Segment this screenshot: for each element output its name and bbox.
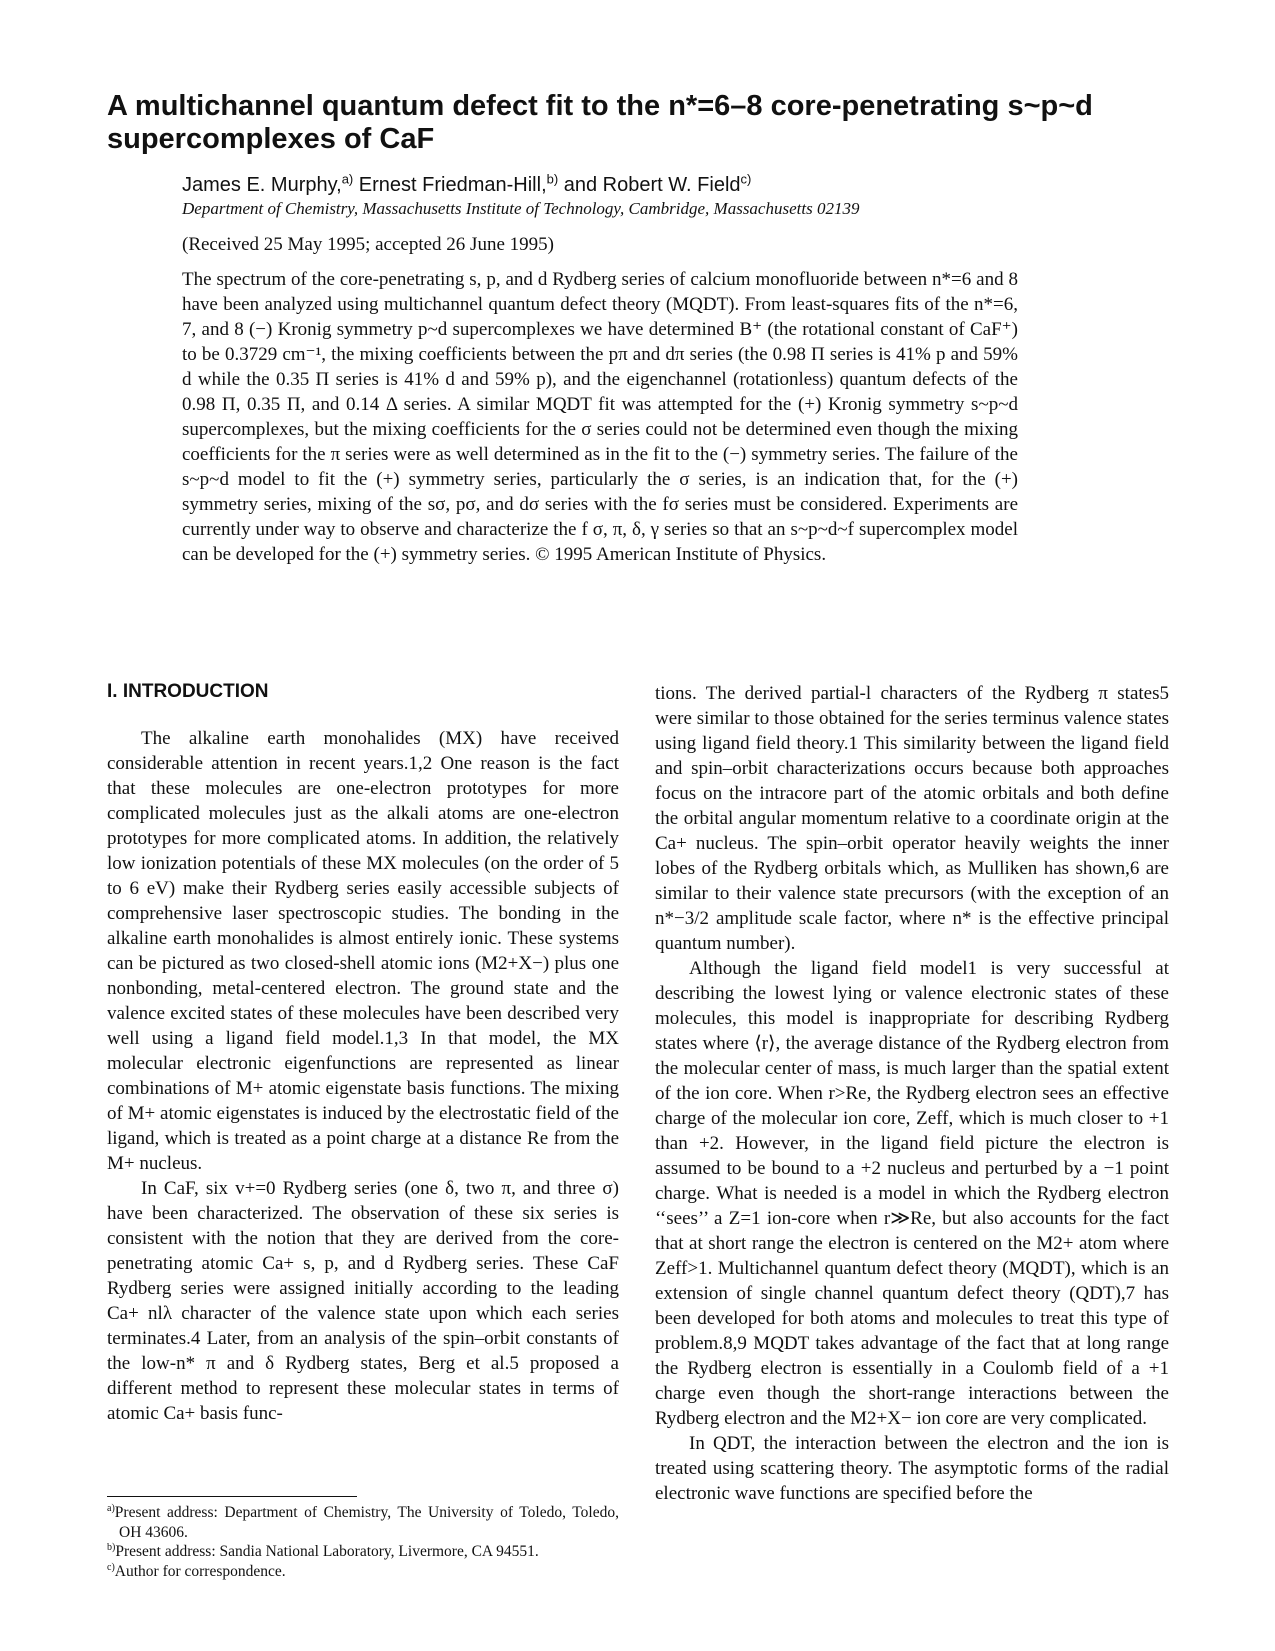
author-name: James E. Murphy, (182, 174, 342, 196)
right-column (655, 681, 1169, 1506)
author-name: Ernest Friedman-Hill, (353, 174, 547, 196)
affiliation: Department of Chemistry, Massachusetts Institute of Technology, Cambridge, Massachusetts 02139 (182, 199, 860, 218)
body-paragraph: tions. The derived partial-l characters of the Rydberg π states5 were similar to those obtained for the series terminus valence states using ligand field theory.1 This similarity between the ligand field and spin–orbit characterizations occurs because both approaches focus on the intracore part of the atomic orbitals and both define the orbital angular momentum relative to a coordinate origin at the Ca+ nucleus. The spin–orbit operator heavily weights the inner lobes of the Rydberg orbitals which, as Mulliken has shown,6 are similar to their valence state precursors (with the exception of an n*−3/2 amplitude scale factor, where n* is the effective principal quantum number). (655, 683, 1169, 954)
footnote-mark: c) (107, 1561, 115, 1573)
footnote-text: Present address: Sandia National Laboratory, Livermore, CA 94551. (115, 1543, 539, 1560)
body-paragraph: Although the ligand field model1 is very successful at describing the lowest lying or valence electronic states of these molecules, this model is inappropriate for describing Rydberg states where ⟨r⟩, the average distance of the Rydberg electron from the molecular center of mass, is much larger than the spatial extent of the ion core. When r>Re, the Rydberg electron sees an effective charge of the molecular ion core, Zeff, which is much closer to +1 than +2. However, in the ligand field picture the electron is assumed to be bound to a +2 nucleus and perturbed by a −1 point charge. What is needed is a model in which the Rydberg electron ‘‘sees’’ a Z=1 ion-core when r≫Re, but also accounts for the fact that at short range the electron is centered on the M2+ atom where Zeff>1. Multichannel quantum defect theory (MQDT), which is an extension of single channel quantum defect theory (QDT),7 has been developed for both atoms and molecules to treat this type of problem.8,9 MQDT takes advantage of the fact that at long range the Rydberg electron is essentially in a Coulomb field of a +1 charge even though the short-range interactions between the Rydberg electron and the M2+X− ion core are very complicated. (655, 958, 1169, 1429)
paper-title: A multichannel quantum defect fit to the n*=6–8 core-penetrating s~p~d supercomplexes of CaF (107, 90, 1093, 155)
footnote-mark: b) (107, 1541, 116, 1553)
author-footnote-mark: b) (546, 171, 559, 187)
body-paragraph: In CaF, six v+=0 Rydberg series (one δ, two π, and three σ) have been characterized. The observation of these six series is consistent with the notion that they are derived from the core-penetrating atomic Ca+ s, p, and d Rydberg series. These CaF Rydberg series were assigned initially according to the leading Ca+ nlλ character of the valence state upon which each series terminates.4 Later, from an analysis of the spin–orbit constants of the low-n* π and δ Rydberg states, Berg et al.5 proposed a different method to represent these molecular states in terms of atomic Ca+ basis func- (107, 1178, 619, 1424)
footnote (107, 1503, 619, 1542)
body-paragraph: In QDT, the interaction between the electron and the ion is treated using scattering theory. The asymptotic forms of the radial electronic wave functions are specified before the (655, 1433, 1169, 1504)
footnote (107, 1542, 619, 1562)
abstract: The spectrum of the core-penetrating s, p, and d Rydberg series of calcium monofluoride between n*=6 and 8 have been analyzed using multichannel quantum defect theory (MQDT). From least-squares fits of the n*=6, 7, and 8 (−) Kronig symmetry p~d supercomplexes we have determined B⁺ (the rotational constant of CaF⁺) to be 0.3729 cm⁻¹, the mixing coefficients between the pπ and dπ series (the 0.98 Π series is 41% p and 59% d while the 0.35 Π series is 41% d and 59% p), and the eigenchannel (rotationless) quantum defects of the 0.98 Π, 0.35 Π, and 0.14 Δ series. A similar MQDT fit was attempted for the (+) Kronig symmetry s~p~d supercomplexes, but the mixing coefficients for the σ series could not be determined even though the mixing coefficients for the π series were as well determined as in the fit to the (−) symmetry series. The failure of the s~p~d model to fit the (+) symmetry series, particularly the σ series, is an indication that, for the (+) symmetry series, mixing of the sσ, pσ, and dσ series with the fσ series must be considered. Experiments are currently under way to observe and characterize the f σ, π, δ, γ series so that an s~p~d~f supercomplex model can be developed for the (+) symmetry series. © 1995 American Institute of Physics. (182, 269, 1018, 565)
body-paragraph: The alkaline earth monohalides (MX) have received considerable attention in recent years.1,2 One reason is the fact that these molecules are one-electron prototypes for more complicated molecules just as the alkali atoms are one-electron prototypes for more complicated atoms. In addition, the relatively low ionization potentials of these MX molecules (on the order of 5 to 6 eV) make their Rydberg series easily accessible subjects of comprehensive laser spectroscopic studies. The bonding in the alkaline earth monohalides is almost entirely ionic. These systems can be pictured as two closed-shell atomic ions (M2+X−) plus one nonbonding, metal-centered electron. The ground state and the valence excited states of these molecules have been described very well using a ligand field model.1,3 In that model, the MX molecular electronic eigenfunctions are represented as linear combinations of M+ atomic eigenstate basis functions. The mixing of M+ atomic eigenstates is induced by the electrostatic field of the ligand, which is treated as a point charge at a distance Re from the M+ nucleus. (107, 728, 619, 1174)
footnotes (107, 1503, 619, 1581)
author-name: and Robert W. Field (558, 174, 741, 196)
author-footnote-mark: c) (740, 171, 752, 187)
footnote-mark: a) (107, 1502, 115, 1514)
author-list (182, 173, 1082, 197)
footnote-rule (107, 1496, 357, 1497)
section-heading: I. INTRODUCTION (107, 681, 269, 702)
left-column (107, 726, 619, 1426)
footnote (107, 1562, 619, 1582)
footnote-text: Author for correspondence. (114, 1562, 286, 1580)
author-footnote-mark: a) (341, 171, 354, 187)
footnote-text: Present address: Department of Chemistry, The University of Toledo, Toledo, OH 43606. (114, 1504, 619, 1541)
received-dates: (Received 25 May 1995; accepted 26 June 1995) (182, 234, 554, 255)
